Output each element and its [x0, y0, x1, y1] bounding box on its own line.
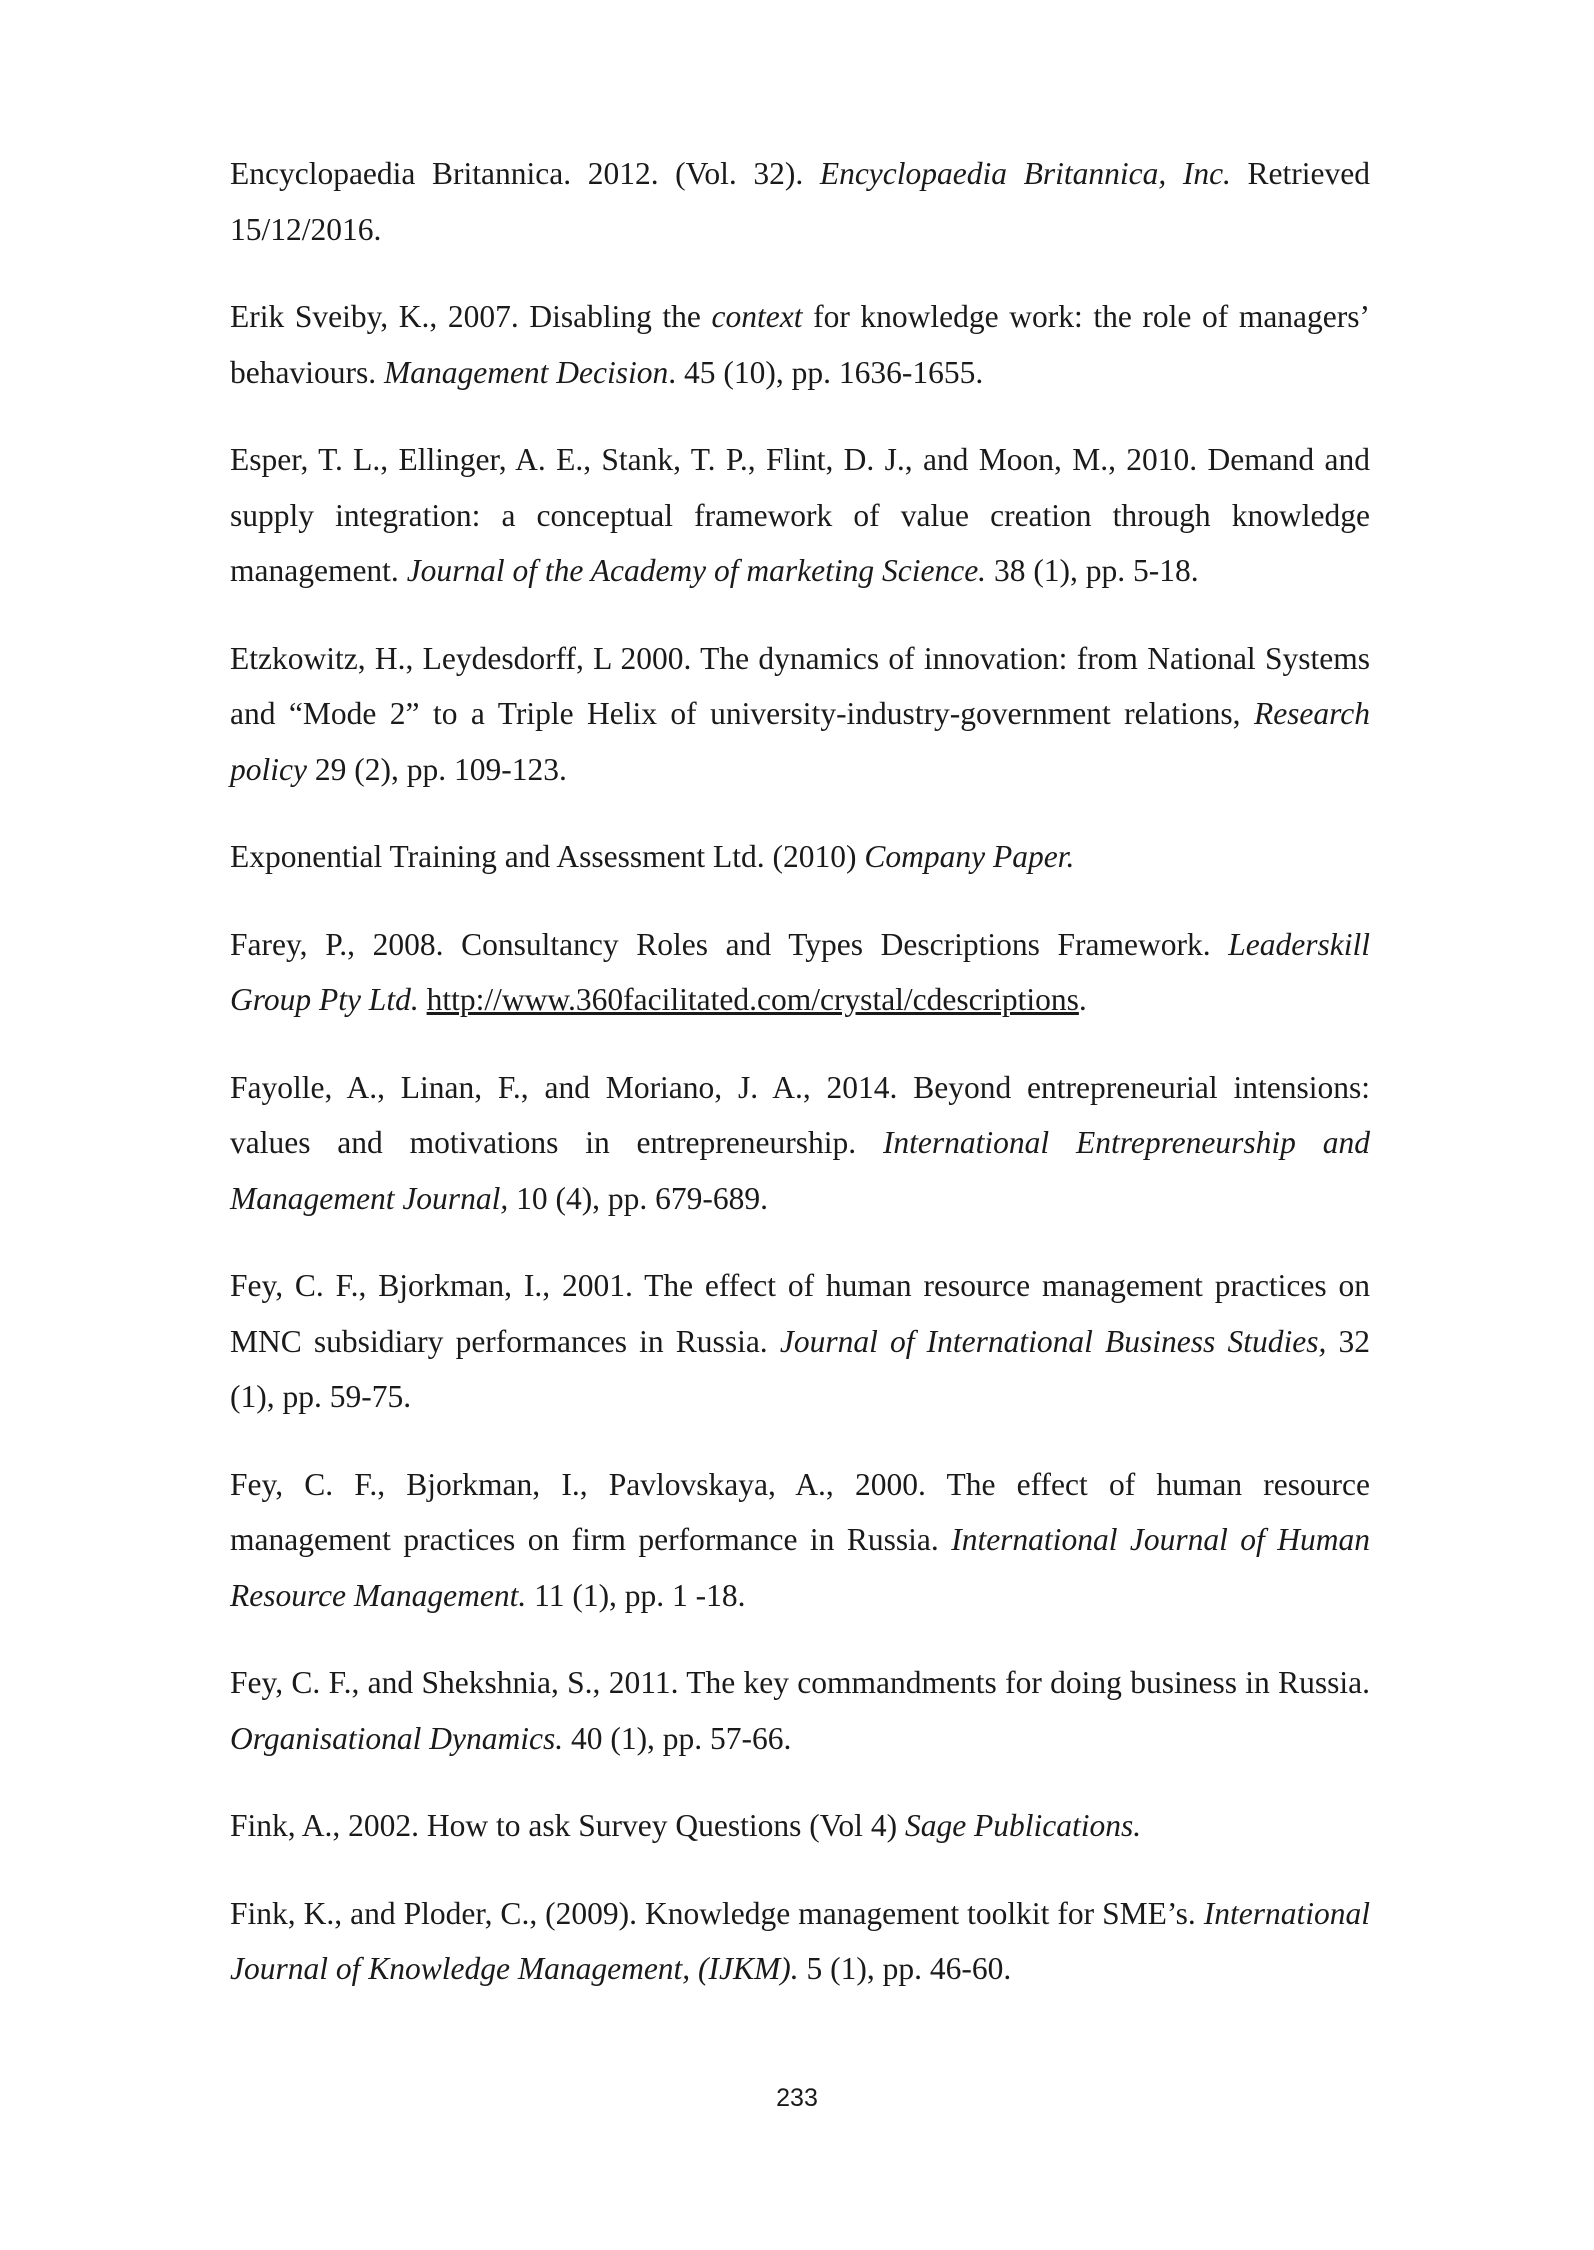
reference-entry: [230, 146, 1370, 257]
reference-text: 10 (4), pp. 679-689.: [508, 1180, 769, 1216]
reference-source-title: International Journal of Human Resource Management.: [230, 1522, 1370, 1613]
reference-text: Erik Sveiby, K., 2007. Disabling the: [230, 299, 712, 334]
reference-text: 38 (1), pp. 5-18.: [986, 553, 1199, 588]
reference-text: Farey, P., 2008. Consultancy Roles and Types Descriptions Framework.: [230, 926, 1229, 962]
page-number: 233: [776, 2084, 818, 2112]
reference-source-title: context: [711, 299, 803, 334]
reference-text: Fey, C. F., and Shekshnia, S., 2011. The key commandments for doing business in Russia.: [230, 1665, 1370, 1700]
reference-source-title: Journal of International Business Studies,: [779, 1323, 1327, 1359]
reference-text: for knowledge work: the role of managers’ behaviours.: [230, 299, 1371, 390]
reference-entry: [230, 1655, 1370, 1766]
reference-text: Fayolle, A., Linan, F., and Moriano, J. A., 2014. Beyond entrepreneurial intensions: values and motivations in entrepreneurship.: [230, 1069, 1370, 1160]
reference-text: 32 (1), pp. 59-75.: [230, 1323, 1370, 1414]
reference-text: Fink, K., and Ploder, C., (2009). Knowledge management toolkit for SME’s.: [230, 1895, 1204, 1931]
reference-text: 29 (2), pp. 109-123.: [306, 751, 567, 787]
reference-text: 40 (1), pp. 57-66.: [563, 1720, 792, 1756]
reference-source-title: Sage Publications.: [904, 1808, 1142, 1843]
reference-text: Fey, C. F., Bjorkman, I., 2001. The effect of human resource management practices on MNC subsidiary performances in Russia.: [230, 1268, 1370, 1359]
reference-source-title: Research policy: [230, 696, 1370, 787]
reference-text: Fink, A., 2002. How to ask Survey Questions (Vol 4): [230, 1808, 905, 1843]
reference-text: [419, 982, 427, 1017]
reference-text: .: [1078, 982, 1087, 1017]
reference-source-title: Journal of the Academy of marketing Science.: [406, 553, 987, 588]
reference-entry: [230, 1886, 1370, 1997]
reference-text: Etzkowitz, H., Leydesdorff, L 2000. The dynamics of innovation: from National Systems and “Mode 2” to a Triple Helix of university-industry-government relations,: [230, 640, 1370, 731]
reference-text: Exponential Training and Assessment Ltd. (2010): [230, 839, 865, 874]
reference-entry: [230, 631, 1370, 798]
reference-text: 11 (1), pp. 1 -18.: [526, 1577, 746, 1613]
reference-source-title: International Entrepreneurship and Management Journal,: [230, 1125, 1370, 1216]
reference-entry: [230, 1060, 1370, 1227]
reference-entry: [230, 1258, 1370, 1425]
reference-source-title: Management Decision: [383, 354, 669, 390]
reference-source-title: Encyclopaedia Britannica, Inc.: [819, 156, 1231, 191]
reference-text: Esper, T. L., Ellinger, A. E., Stank, T. P., Flint, D. J., and Moon, M., 2010. Demand and supply integration: a conceptual framework of value creation through knowledge management.: [230, 442, 1370, 588]
reference-entry: [230, 1798, 1370, 1854]
reference-text: . 45 (10), pp. 1636-1655.: [668, 354, 984, 390]
reference-source-title: International Journal of Knowledge Management, (IJKM).: [230, 1895, 1370, 1986]
reference-entry: [230, 289, 1370, 400]
reference-list: [230, 146, 1370, 2029]
reference-text: 5 (1), pp. 46-60.: [798, 1951, 1012, 1986]
reference-url-link[interactable]: http://www.360facilitated.com/crystal/cdescriptions: [426, 982, 1079, 1017]
reference-entry: [230, 432, 1370, 599]
reference-text: Fey, C. F., Bjorkman, I., Pavlovskaya, A., 2000. The effect of human resource management practices on firm performance in Russia.: [230, 1466, 1370, 1557]
reference-text: Retrieved 15/12/2016.: [230, 156, 1370, 247]
reference-text: Encyclopaedia Britannica. 2012. (Vol. 32).: [230, 156, 820, 191]
reference-entry: [230, 917, 1370, 1028]
reference-source-title: Organisational Dynamics.: [230, 1720, 564, 1756]
reference-source-title: Company Paper.: [864, 839, 1075, 874]
reference-source-title: Leaderskill Group Pty Ltd.: [230, 926, 1370, 1017]
reference-entry: [230, 829, 1370, 885]
reference-entry: [230, 1457, 1370, 1624]
